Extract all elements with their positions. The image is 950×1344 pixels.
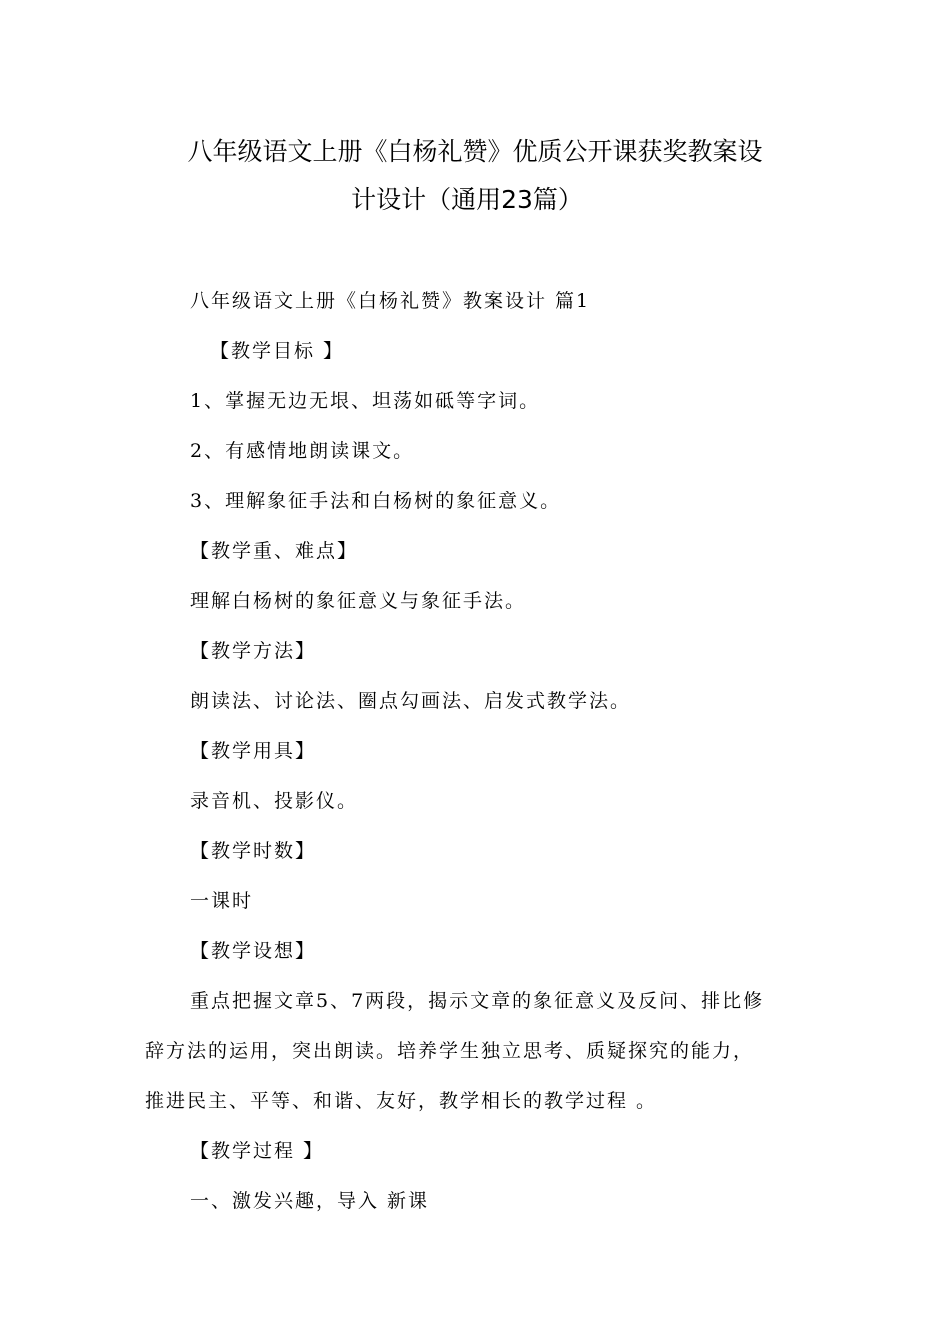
class-hours-text: 一课时 (190, 890, 254, 912)
heading-class-hours: 【教学时数】 (190, 840, 317, 862)
section-heading: 八年级语文上册《白杨礼赞》教案设计 篇1 (190, 290, 591, 312)
teaching-ideas-line-2: 辞方法的运用，突出朗读。培养学生独立思考、质疑探究的能力， (145, 1040, 755, 1062)
goal-item-1: 1、掌握无边无垠、坦荡如砥等字词。 (190, 390, 541, 412)
teaching-tools-text: 录音机、投影仪。 (190, 790, 359, 812)
document-title-line-1: 八年级语文上册《白杨礼赞》优质公开课获奖教案设 (187, 137, 763, 166)
process-step-1: 一、激发兴趣，导入 新课 (190, 1190, 430, 1212)
heading-teaching-methods: 【教学方法】 (190, 640, 317, 662)
document-title-line-2: 计设计（通用23篇） (351, 185, 583, 214)
heading-teaching-process: 【教学过程 】 (190, 1140, 325, 1162)
heading-teaching-tools: 【教学用具】 (190, 740, 317, 762)
teaching-ideas-line-1: 重点把握文章5、7两段，揭示文章的象征意义及反问、排比修 (190, 990, 765, 1012)
goal-item-3: 3、理解象征手法和白杨树的象征意义。 (190, 490, 562, 512)
goal-item-2: 2、有感情地朗读课文。 (190, 440, 415, 462)
heading-key-difficult-points: 【教学重、难点】 (190, 540, 359, 562)
heading-teaching-ideas: 【教学设想】 (190, 940, 317, 962)
teaching-methods-text: 朗读法、讨论法、圈点勾画法、启发式教学法。 (190, 690, 632, 712)
teaching-ideas-line-3: 推进民主、平等、和谐、友好，教学相长的教学过程 。 (145, 1090, 658, 1112)
heading-teaching-goals: 【教学目标 】 (210, 340, 345, 362)
key-points-text: 理解白杨树的象征意义与象征手法。 (190, 590, 527, 612)
